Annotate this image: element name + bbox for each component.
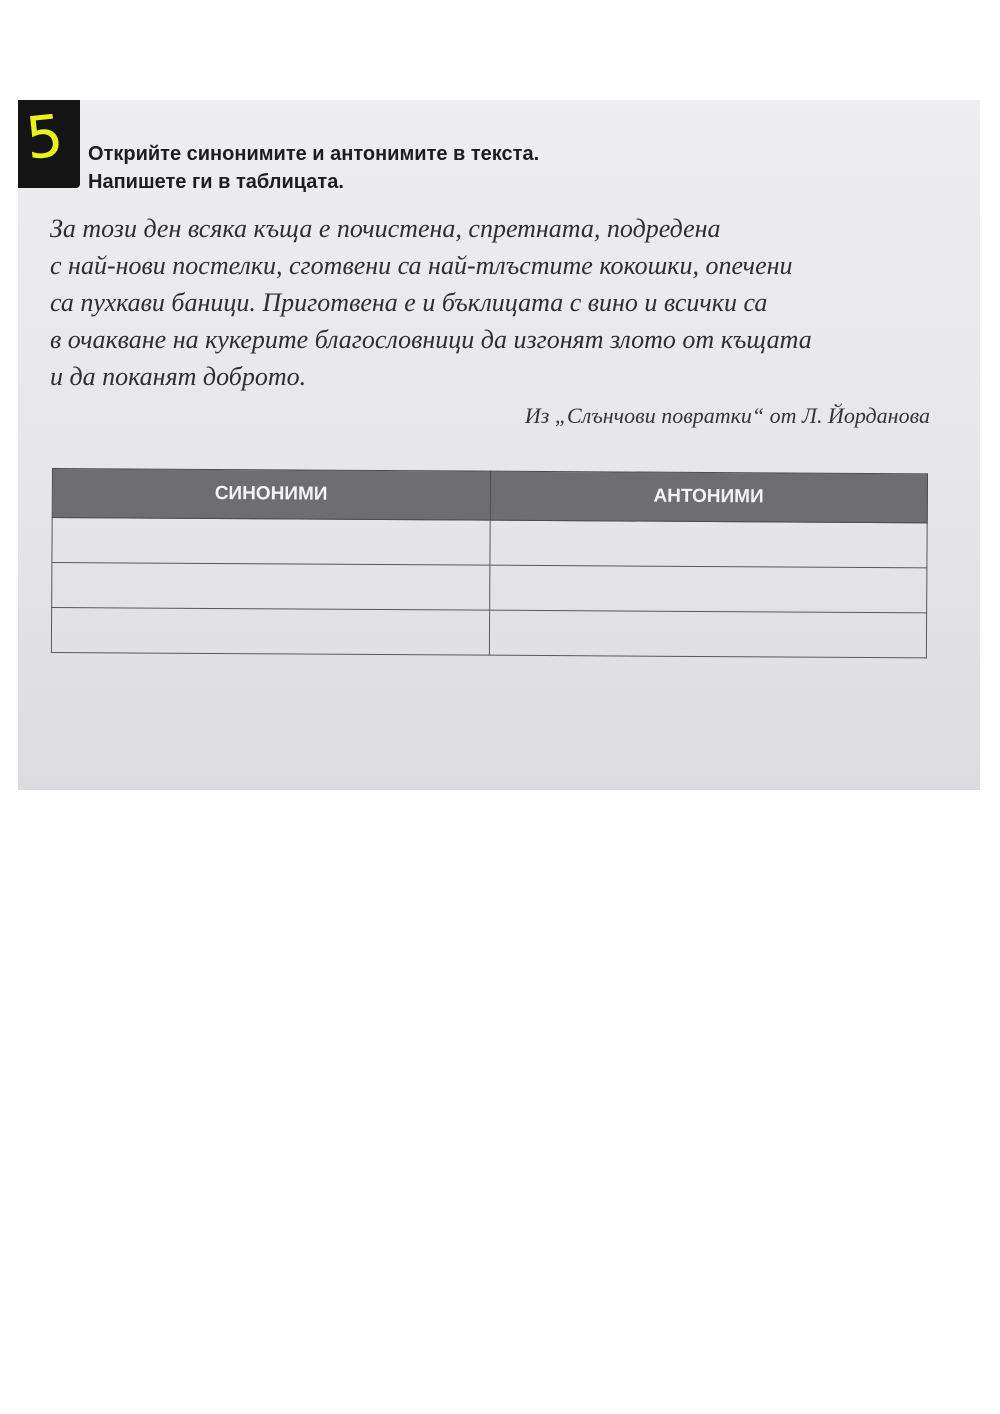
passage-line: с най-нови постелки, сготвени са най-тлъстите кокошки, опечени (50, 251, 793, 280)
passage-line: и да поканят доброто. (50, 362, 307, 391)
synonym-answer-cell[interactable] (52, 563, 490, 611)
column-header-antonyms: АНТОНИМИ (490, 471, 928, 523)
source-citation: Из „Слънчови повратки“ от Л. Йорданова (524, 403, 930, 428)
antonym-answer-cell[interactable] (489, 520, 927, 568)
table-row (52, 563, 927, 613)
instruction-line-1: Открийте синонимите и антонимите в текста. (88, 143, 540, 165)
passage-line: са пухкави баници. Приготвена е и бъклицата с вино и всички са (50, 288, 768, 317)
instruction-line-2: Напишете ги в таблицата. (88, 171, 344, 193)
column-header-synonyms: СИНОНИМИ (52, 469, 490, 521)
table-header-row (52, 469, 927, 523)
reading-passage (50, 210, 950, 395)
antonym-answer-cell[interactable] (489, 610, 927, 658)
passage-line: За този ден всяка къща е почистена, спретната, подредена (50, 214, 721, 243)
answer-table (51, 468, 928, 658)
task-number: 5 (22, 101, 67, 173)
table-row (52, 518, 927, 568)
worksheet-photo (18, 100, 980, 790)
antonym-answer-cell[interactable] (489, 565, 927, 613)
task-instructions (88, 140, 539, 196)
synonym-answer-cell[interactable] (51, 608, 489, 656)
table-row (51, 608, 926, 658)
synonym-answer-cell[interactable] (52, 518, 490, 566)
passage-line: в очакване на кукерите благословници да изгонят злото от къщата (50, 325, 812, 354)
